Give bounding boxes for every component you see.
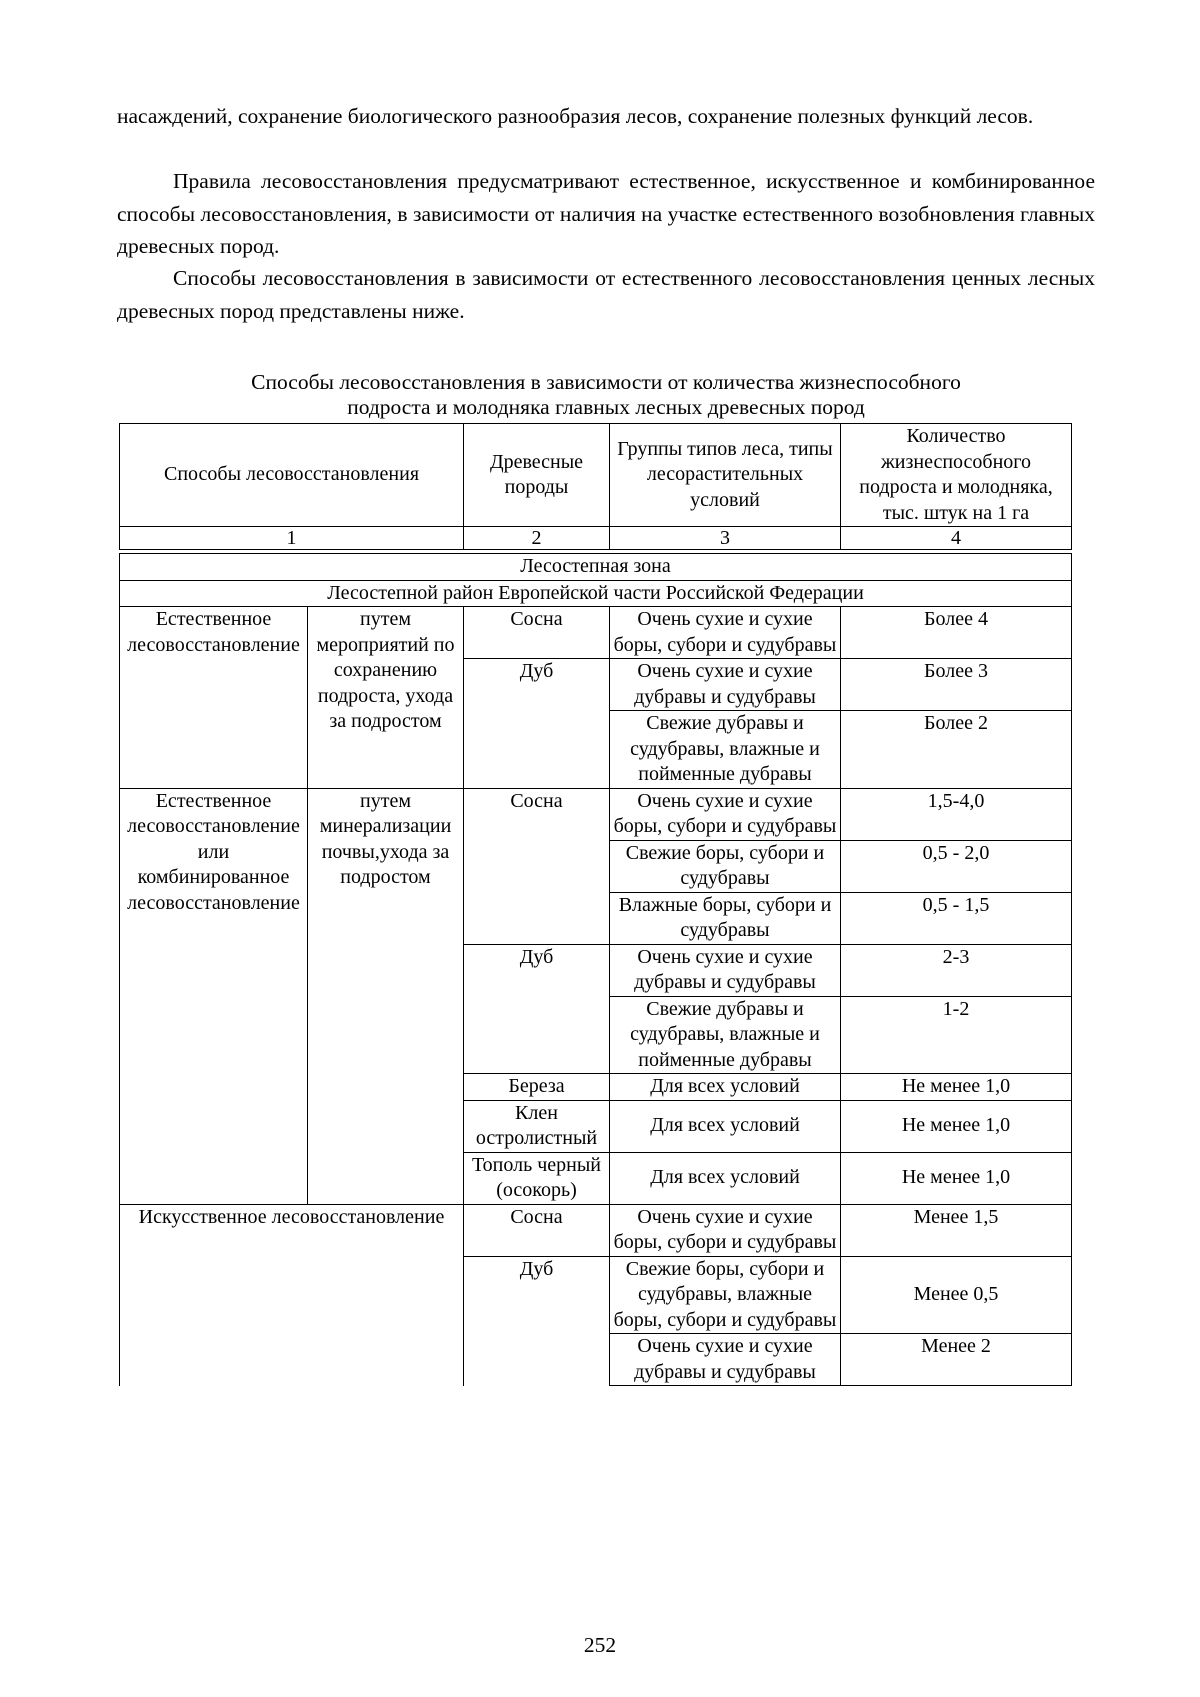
column-numbers-row xyxy=(120,527,1072,550)
header-quantity: Количество жизнеспособного подроста и молодняка, тыс. штук на 1 га xyxy=(841,424,1072,527)
header-methods: Способы лесовосстановления xyxy=(120,424,464,527)
conditions-cell: Для всех условий xyxy=(610,1100,841,1152)
conditions-cell: Свежие дубравы и судубравы, влажные и пойменные дубравы xyxy=(610,711,841,789)
conditions-cell: Свежие боры, субори и судубравы xyxy=(610,840,841,892)
table-row xyxy=(120,607,1072,659)
table-row xyxy=(120,1204,1072,1256)
caption-line-2: подроста и молодняка главных лесных древесных пород xyxy=(347,395,865,419)
amount-cell: Не менее 1,0 xyxy=(841,1100,1072,1152)
amount-cell: Более 4 xyxy=(841,607,1072,659)
conditions-cell: Очень сухие и сухие дубравы и судубравы xyxy=(610,1334,841,1386)
species-cell: Дуб xyxy=(464,659,610,789)
conditions-cell: Свежие боры, субори и судубравы, влажные боры, субори и судубравы xyxy=(610,1256,841,1334)
amount-cell: Более 3 xyxy=(841,659,1072,711)
conditions-cell: Для всех условий xyxy=(610,1074,841,1101)
body-text-2 xyxy=(117,165,1095,263)
page-number: 252 xyxy=(583,1633,617,1657)
species-cell: Сосна xyxy=(464,1204,610,1256)
paragraph-1: насаждений, сохранение биологического разнообразия лесов, сохранение полезных функций лесов. xyxy=(117,104,1034,128)
header-forest-types: Группы типов леса, типы лесорастительных условий xyxy=(610,424,841,527)
paragraph-2: Правила лесовосстановления предусматривают естественное, искусственное и комбинированное способы лесовосстановления, в зависимости от наличия на участке естественного возобновления главных древесных пород. xyxy=(117,169,1095,258)
conditions-cell: Очень сухие и сухие боры, субори и судубравы xyxy=(610,1204,841,1256)
species-cell: Сосна xyxy=(464,607,610,659)
header-row xyxy=(120,424,1072,527)
body-text xyxy=(117,100,1095,133)
conditions-cell: Свежие дубравы и судубравы, влажные и пойменные дубравы xyxy=(610,996,841,1074)
paragraph-3: Способы лесовосстановления в зависимости от естественного лесовосстановления ценных лесных древесных пород представлены ниже. xyxy=(117,266,1095,323)
column-number: 4 xyxy=(841,527,1072,550)
conditions-cell: Очень сухие и сухие дубравы и судубравы xyxy=(610,659,841,711)
method-cell: Естественное лесовосстановление xyxy=(120,607,308,789)
amount-cell: 1-2 xyxy=(841,996,1072,1074)
amount-cell: Более 2 xyxy=(841,711,1072,789)
species-cell: Сосна xyxy=(464,788,610,944)
amount-cell: Менее 0,5 xyxy=(841,1256,1072,1334)
method-cell: Искусственное лесовосстановление xyxy=(120,1204,464,1386)
column-number: 1 xyxy=(120,527,464,550)
amount-cell: 0,5 - 1,5 xyxy=(841,892,1072,944)
conditions-cell: Очень сухие и сухие боры, субори и судубравы xyxy=(610,788,841,840)
method-cell: Естественное лесовосстановление или комбинированное лесовосстановление xyxy=(120,788,308,1204)
column-number: 3 xyxy=(610,527,841,550)
conditions-cell: Очень сухие и сухие боры, субори и судубравы xyxy=(610,607,841,659)
means-cell: путем минерализации почвы,ухода за подростом xyxy=(308,788,464,1204)
amount-cell: 1,5-4,0 xyxy=(841,788,1072,840)
zone-row xyxy=(120,554,1072,581)
reforestation-table xyxy=(119,423,1072,1386)
species-cell: Береза xyxy=(464,1074,610,1101)
conditions-cell: Очень сухие и сухие дубравы и судубравы xyxy=(610,944,841,996)
conditions-cell: Влажные боры, субори и судубравы xyxy=(610,892,841,944)
caption-line-1: Способы лесовосстановления в зависимости от количества жизнеспособного xyxy=(251,370,961,394)
conditions-cell: Для всех условий xyxy=(610,1152,841,1204)
table-caption xyxy=(117,370,1095,420)
amount-cell: Не менее 1,0 xyxy=(841,1074,1072,1101)
species-cell: Тополь черный (осокорь) xyxy=(464,1152,610,1204)
zone-label: Лесостепная зона xyxy=(120,554,1072,581)
column-number: 2 xyxy=(464,527,610,550)
body-text-3 xyxy=(117,262,1095,327)
species-cell: Дуб xyxy=(464,1256,610,1386)
means-cell: путем мероприятий по сохранению подроста, ухода за подростом xyxy=(308,607,464,789)
amount-cell: Менее 2 xyxy=(841,1334,1072,1386)
table-row xyxy=(120,788,1072,840)
amount-cell: Не менее 1,0 xyxy=(841,1152,1072,1204)
header-species: Древесные породы xyxy=(464,424,610,527)
amount-cell: 2-3 xyxy=(841,944,1072,996)
amount-cell: 0,5 - 2,0 xyxy=(841,840,1072,892)
region-row xyxy=(120,580,1072,607)
region-label: Лесостепной район Европейской части Российской Федерации xyxy=(120,580,1072,607)
species-cell: Дуб xyxy=(464,944,610,1074)
amount-cell: Менее 1,5 xyxy=(841,1204,1072,1256)
species-cell: Клен остролистный xyxy=(464,1100,610,1152)
